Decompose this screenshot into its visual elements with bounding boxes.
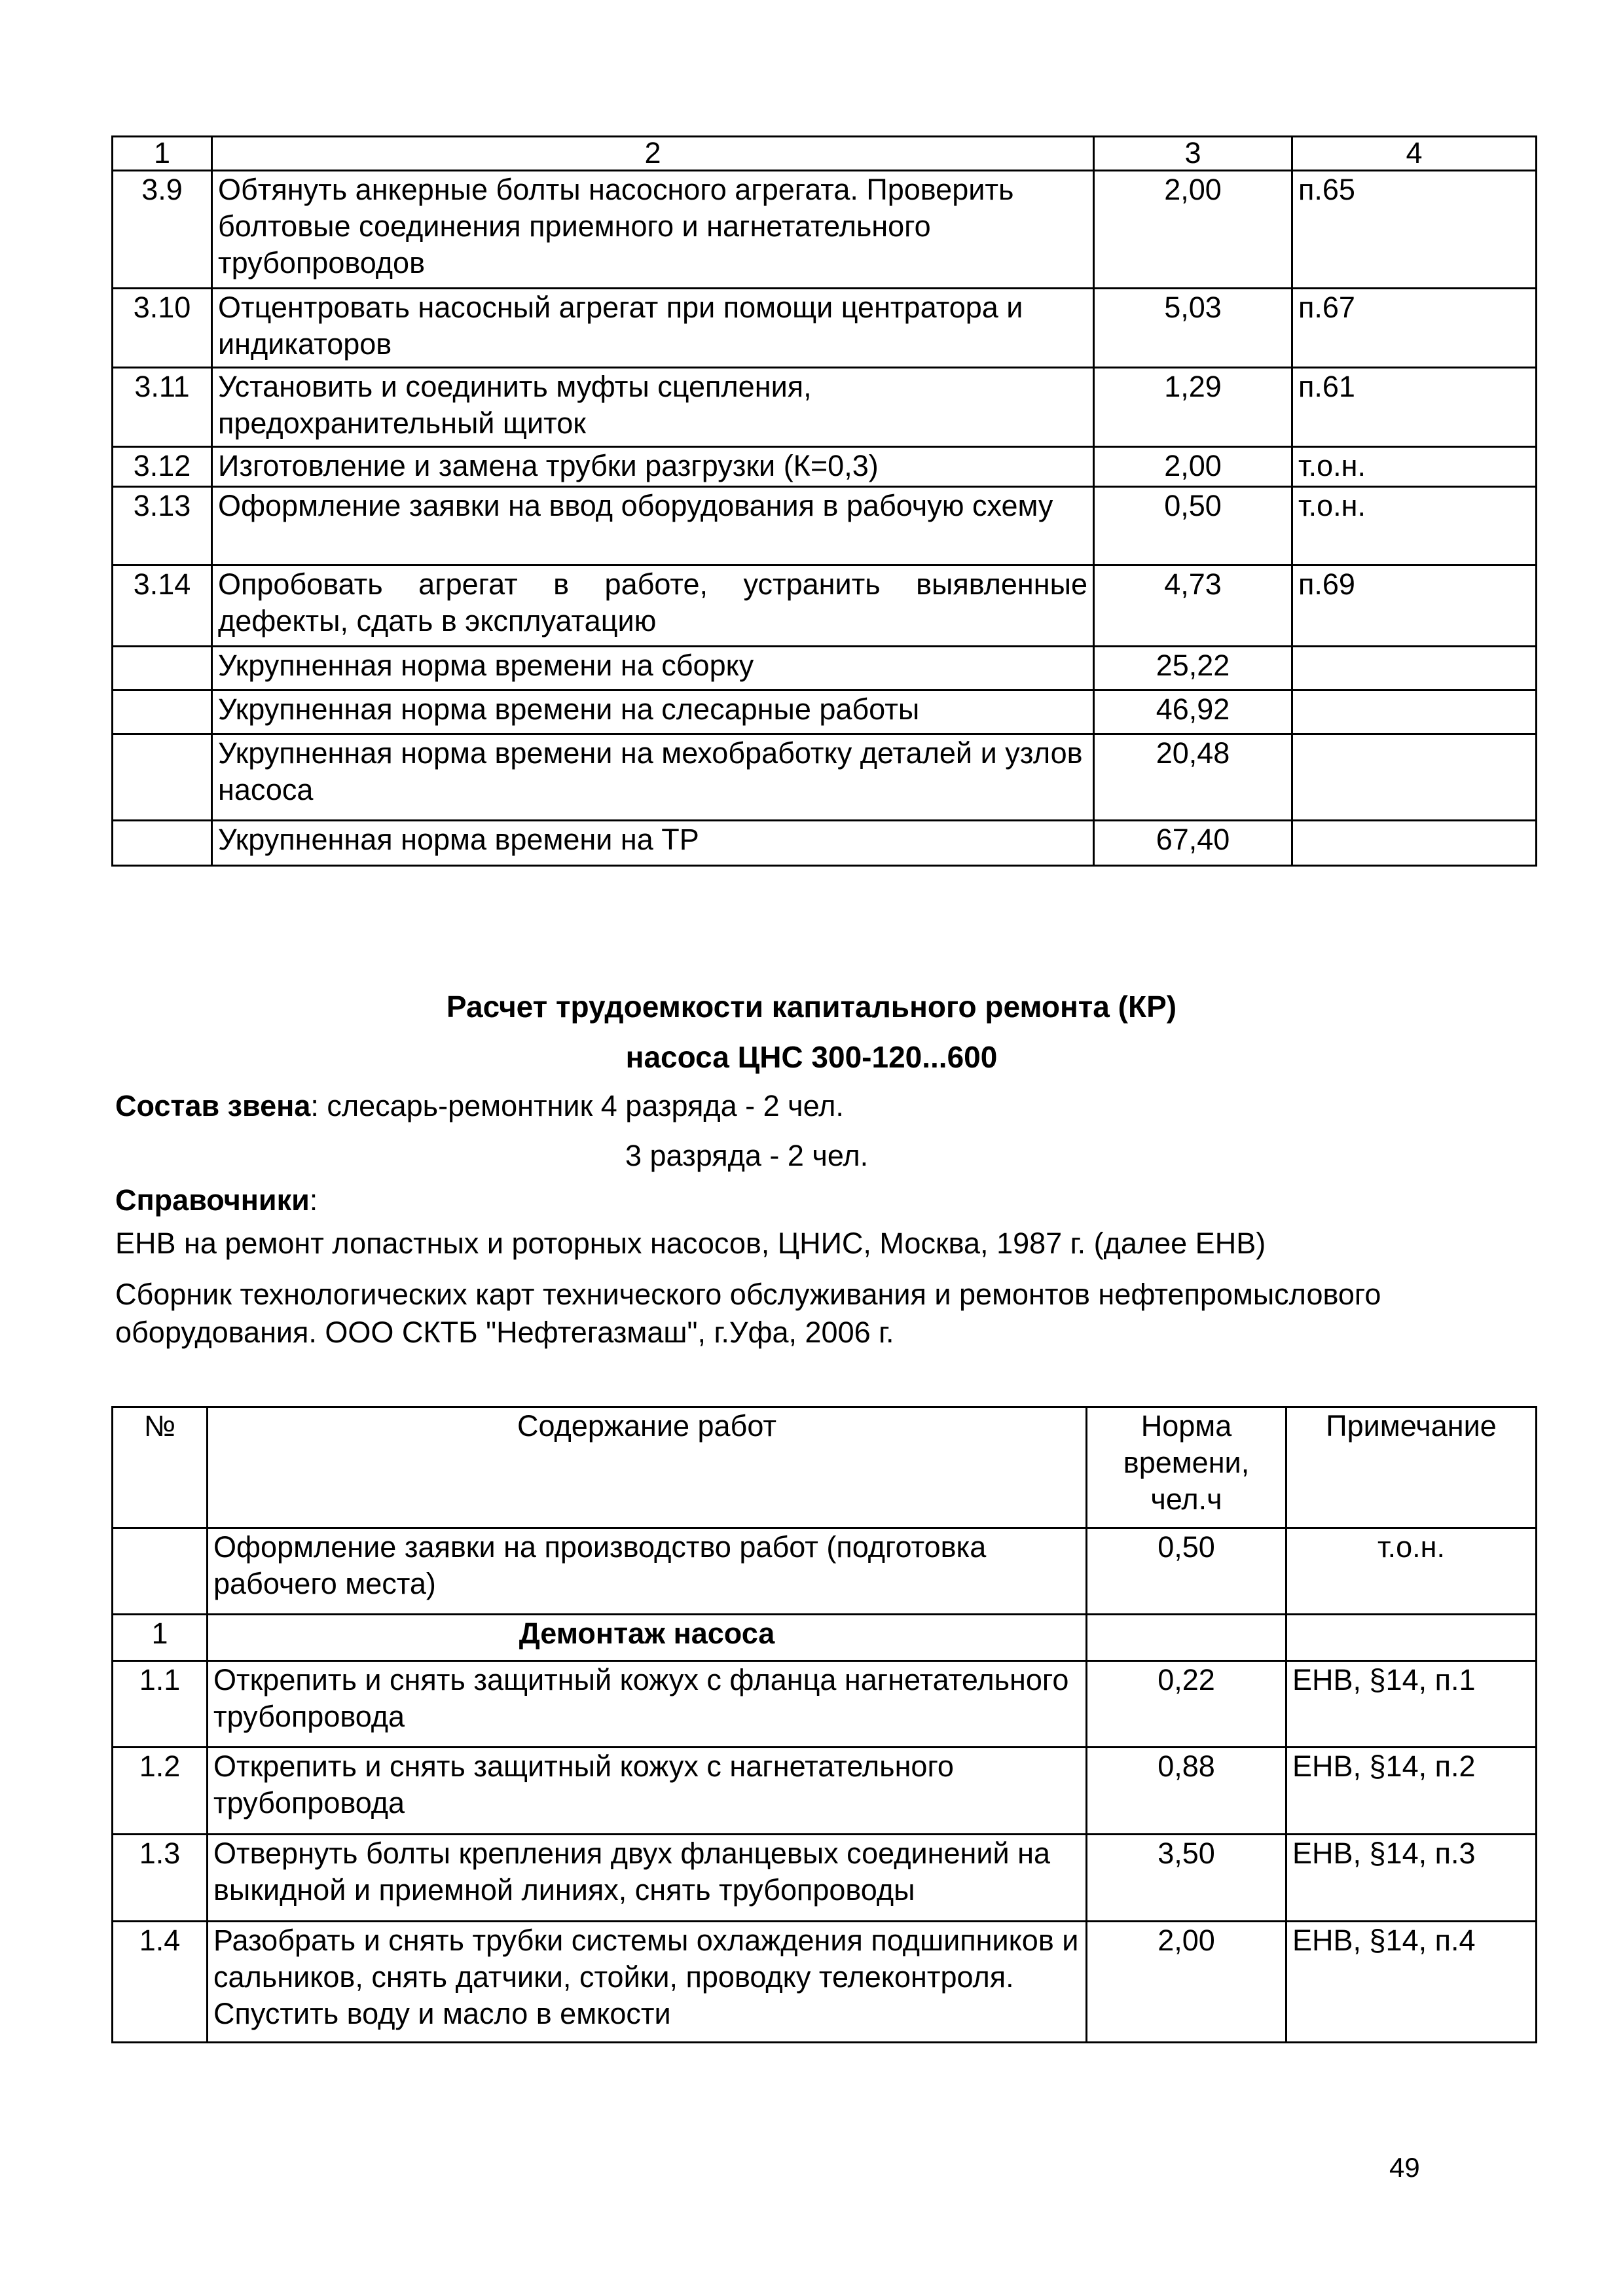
table-row (113, 821, 1537, 866)
note: п.67 (1292, 289, 1537, 368)
row-number: 3.11 (113, 368, 212, 447)
time-norm: 20,48 (1094, 734, 1292, 821)
time-norm: 0,22 (1087, 1661, 1286, 1748)
table-row (113, 1748, 1537, 1835)
table-row (113, 171, 1537, 289)
table-header-row (113, 1407, 1537, 1528)
note: п.61 (1292, 368, 1537, 447)
time-norm: 0,50 (1087, 1528, 1286, 1615)
reference-2-line-1: Сборник технологических карт технического обслуживания и ремонтов нефтепромыслового (115, 1278, 1381, 1311)
repair-norms-table-continued (111, 135, 1537, 867)
row-number: 1.2 (113, 1748, 208, 1835)
time-norm: 2,00 (1094, 447, 1292, 487)
col-header-norm: Норма времени, чел.ч (1087, 1407, 1286, 1528)
col-header-4: 4 (1292, 137, 1537, 171)
time-norm: 2,00 (1087, 1922, 1286, 2043)
note: т.о.н. (1292, 447, 1537, 487)
row-number: 3.14 (113, 565, 212, 647)
note: ЕНВ, §14, п.1 (1286, 1661, 1537, 1748)
work-content: Оформление заявки на производство работ (подготовка рабочего места) (208, 1528, 1087, 1615)
reference-1: ЕНВ на ремонт лопастных и роторных насосов, ЦНИС, Москва, 1987 г. (далее ЕНВ) (115, 1227, 1266, 1260)
table-row (113, 487, 1537, 565)
work-content-line: дефекты, сдать в эксплуатацию (218, 604, 657, 637)
row-number: 1.4 (113, 1922, 208, 2043)
row-number: 3.12 (113, 447, 212, 487)
table-row (113, 565, 1537, 647)
references-label: Справочники (115, 1183, 310, 1217)
work-content: Укрупненная норма времени на сборку (212, 647, 1094, 691)
time-norm: 3,50 (1087, 1835, 1286, 1922)
crew-label: Состав звена (115, 1089, 311, 1122)
table-row (113, 368, 1537, 447)
row-number (113, 1528, 208, 1615)
table-row (113, 447, 1537, 487)
row-number (113, 821, 212, 866)
time-norm: 4,73 (1094, 565, 1292, 647)
table-row (113, 1661, 1537, 1748)
crew-composition (115, 1088, 844, 1124)
section-heading: Демонтаж насоса (208, 1615, 1087, 1661)
time-norm: 46,92 (1094, 691, 1292, 734)
col-header-note: Примечание (1286, 1407, 1537, 1528)
references-heading (115, 1182, 318, 1219)
row-number (113, 691, 212, 734)
row-number: 1 (113, 1615, 208, 1661)
page-number: 49 (1389, 2152, 1420, 2183)
time-norm: 2,00 (1094, 171, 1292, 289)
work-content: Разобрать и снять трубки системы охлаждения подшипников и сальников, снять датчики, стойки, проводку телеконтроля. Спустить воду и масло в емкости (208, 1922, 1087, 2043)
section-title: Расчет трудоемкости капитального ремонта (КР) (446, 990, 1177, 1024)
row-number: 3.10 (113, 289, 212, 368)
work-content: Установить и соединить муфты сцепления, предохранительный щиток (212, 368, 1094, 447)
note (1286, 1615, 1537, 1661)
note (1292, 691, 1537, 734)
table-row (113, 734, 1537, 821)
note: п.65 (1292, 171, 1537, 289)
work-content: Обтянуть анкерные болты насосного агрегата. Проверить болтовые соединения приемного и нагнетательного трубопроводов (212, 171, 1094, 289)
row-number: 3.13 (113, 487, 212, 565)
col-header-number: № (113, 1407, 208, 1528)
table-row (113, 1922, 1537, 2043)
work-content: Открепить и снять защитный кожух с фланца нагнетательного трубопровода (208, 1661, 1087, 1748)
note: ЕНВ, §14, п.3 (1286, 1835, 1537, 1922)
col-header-1: 1 (113, 137, 212, 171)
row-number: 3.9 (113, 171, 212, 289)
capital-repair-norms-table (111, 1406, 1537, 2043)
note: т.о.н. (1292, 487, 1537, 565)
crew-line-2: 3 разряда - 2 чел. (625, 1139, 869, 1172)
work-content: Открепить и снять защитный кожух с нагнетательного трубопровода (208, 1748, 1087, 1835)
table-row (113, 1615, 1537, 1661)
table-header-row (113, 137, 1537, 171)
note: п.69 (1292, 565, 1537, 647)
row-number: 1.3 (113, 1835, 208, 1922)
work-content: Укрупненная норма времени на ТР (212, 821, 1094, 866)
work-content: Укрупненная норма времени на слесарные работы (212, 691, 1094, 734)
row-number: 1.1 (113, 1661, 208, 1748)
work-content (212, 565, 1094, 647)
time-norm: 0,88 (1087, 1748, 1286, 1835)
col-header-2: 2 (212, 137, 1094, 171)
work-content: Оформление заявки на ввод оборудования в рабочую схему (212, 487, 1094, 565)
table-row (113, 1528, 1537, 1615)
note (1292, 734, 1537, 821)
time-norm: 0,50 (1094, 487, 1292, 565)
time-norm: 5,03 (1094, 289, 1292, 368)
row-number (113, 734, 212, 821)
work-content: Отцентровать насосный агрегат при помощи центратора и индикаторов (212, 289, 1094, 368)
work-content: Изготовление и замена трубки разгрузки (К=0,3) (212, 447, 1094, 487)
reference-2-line-2: оборудования. ООО СКТБ "Нефтегазмаш", г.Уфа, 2006 г. (115, 1316, 894, 1349)
table-row (113, 647, 1537, 691)
note: т.о.н. (1286, 1528, 1537, 1615)
references-colon: : (309, 1183, 318, 1217)
col-header-3: 3 (1094, 137, 1292, 171)
note: ЕНВ, §14, п.4 (1286, 1922, 1537, 2043)
col-header-content: Содержание работ (208, 1407, 1087, 1528)
time-norm (1087, 1615, 1286, 1661)
table-row (113, 289, 1537, 368)
work-content: Отвернуть болты крепления двух фланцевых соединений на выкидной и приемной линиях, снять трубопроводы (208, 1835, 1087, 1922)
time-norm: 25,22 (1094, 647, 1292, 691)
table-row (113, 1835, 1537, 1922)
row-number (113, 647, 212, 691)
work-content-line: Опробовать агрегат в работе, устранить выявленные (218, 567, 1087, 601)
work-content: Укрупненная норма времени на мехобработку деталей и узлов насоса (212, 734, 1094, 821)
crew-line: : слесарь-ремонтник 4 разряда - 2 чел. (310, 1089, 844, 1122)
table-row (113, 691, 1537, 734)
time-norm: 1,29 (1094, 368, 1292, 447)
section-subtitle: насоса ЦНС 300-120...600 (625, 1040, 998, 1074)
note (1292, 821, 1537, 866)
note: ЕНВ, §14, п.2 (1286, 1748, 1537, 1835)
time-norm: 67,40 (1094, 821, 1292, 866)
note (1292, 647, 1537, 691)
